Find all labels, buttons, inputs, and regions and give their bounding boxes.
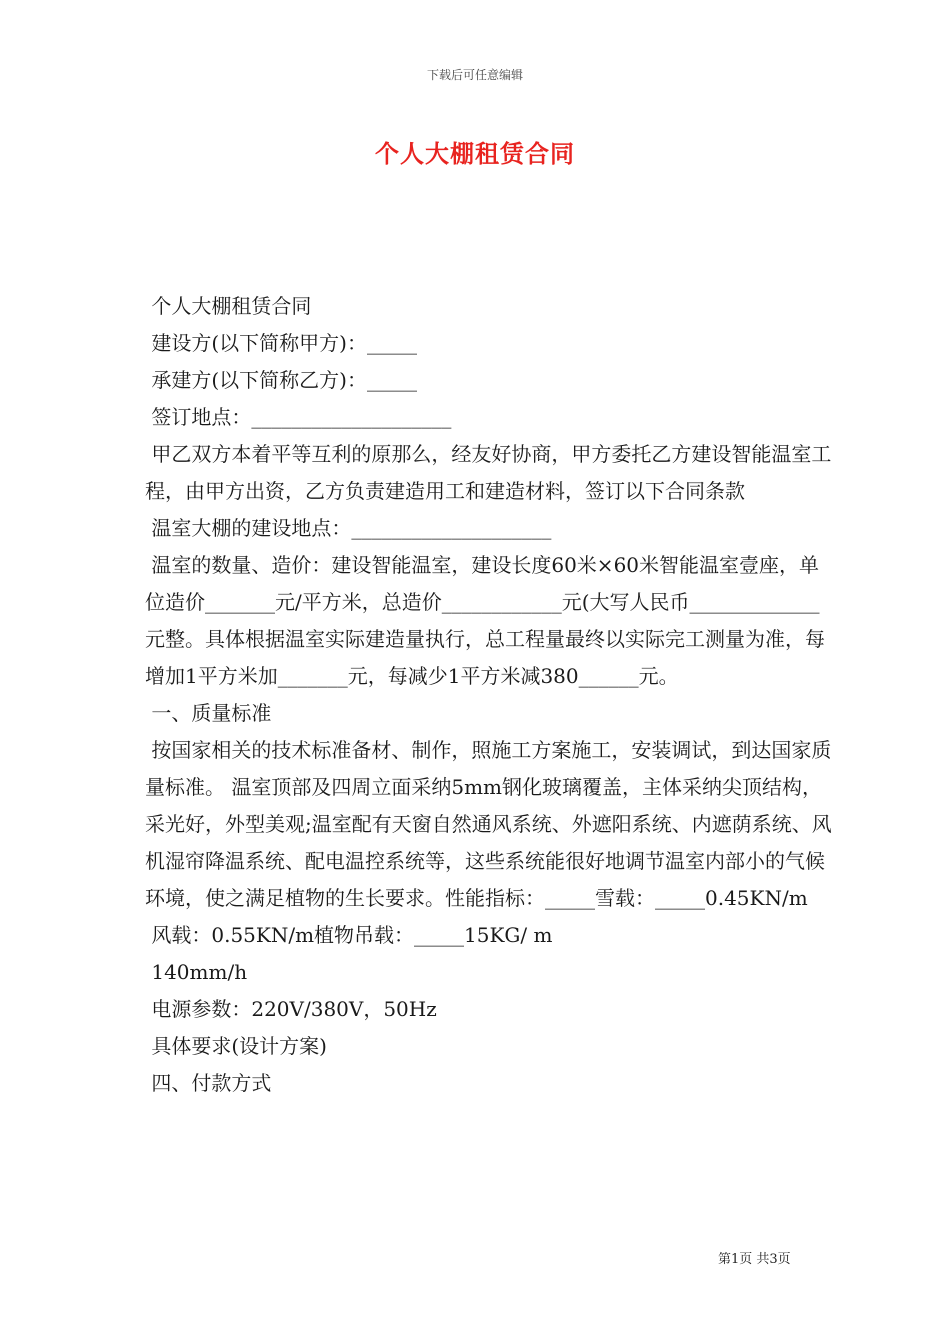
paragraph-power-params: 电源参数：220V/380V，50Hz — [145, 997, 437, 1021]
paragraph-quality-details: 按国家相关的技术标准备材、制作，照施工方案施工，安装调试，到达国家质量标准。 温室顶部及四周立面采纳5mm钢化玻璃覆盖，主体采纳尖顶结构，采光好，外型美观;温室配有天窗自然通风系统、外遮阳系统、内遮荫系统、风机湿帘降温系统、配电温控系统等，这些系统能很好地调节温室内部小的气候环境，使之满足植物的生长要求。性能指标：_____雪载：_____0.45KN/m — [145, 738, 832, 910]
page-number: 第1页 共3页 — [718, 1252, 791, 1267]
paragraph-quantity-cost: 温室的数量、造价：建设智能温室，建设长度60米×60米智能温室壹座，单位造价_______元/平方米，总造价____________元(大写人民币_____________元整。具体根据温室实际建造量执行，总工程量最终以实际完工测量为准，每增加1平方米加_______元，每减少1平方米减380______元。 — [145, 553, 825, 688]
paragraph-section-payment: 四、付款方式 — [145, 1071, 272, 1095]
header-note: 下载后可任意编辑 — [426, 68, 523, 82]
paragraph-requirements: 具体要求(设计方案) — [145, 1034, 327, 1058]
paragraph-party-a: 建设方(以下简称甲方)：_____ — [145, 331, 417, 355]
paragraph-section-quality: 一、质量标准 — [145, 701, 272, 725]
paragraph-contract-name: 个人大棚租赁合同 — [145, 294, 312, 318]
paragraph-preamble: 甲乙双方本着平等互利的原那么，经友好协商，甲方委托乙方建设智能温室工程，由甲方出资，乙方负责建造用工和建造材料，签订以下合同条款 — [145, 442, 832, 503]
paragraph-signing-place: 签订地点：____________________ — [145, 405, 452, 429]
paragraph-rainfall: 140mm/h — [145, 960, 248, 984]
document-body — [145, 288, 835, 1102]
document-title: 个人大棚租赁合同 — [375, 139, 575, 168]
paragraph-party-b: 承建方(以下简称乙方)：_____ — [145, 368, 417, 392]
paragraph-build-location: 温室大棚的建设地点：____________________ — [145, 516, 552, 540]
paragraph-wind-load: 风载：0.55KN/m植物吊载：_____15KG/ m — [145, 923, 553, 947]
